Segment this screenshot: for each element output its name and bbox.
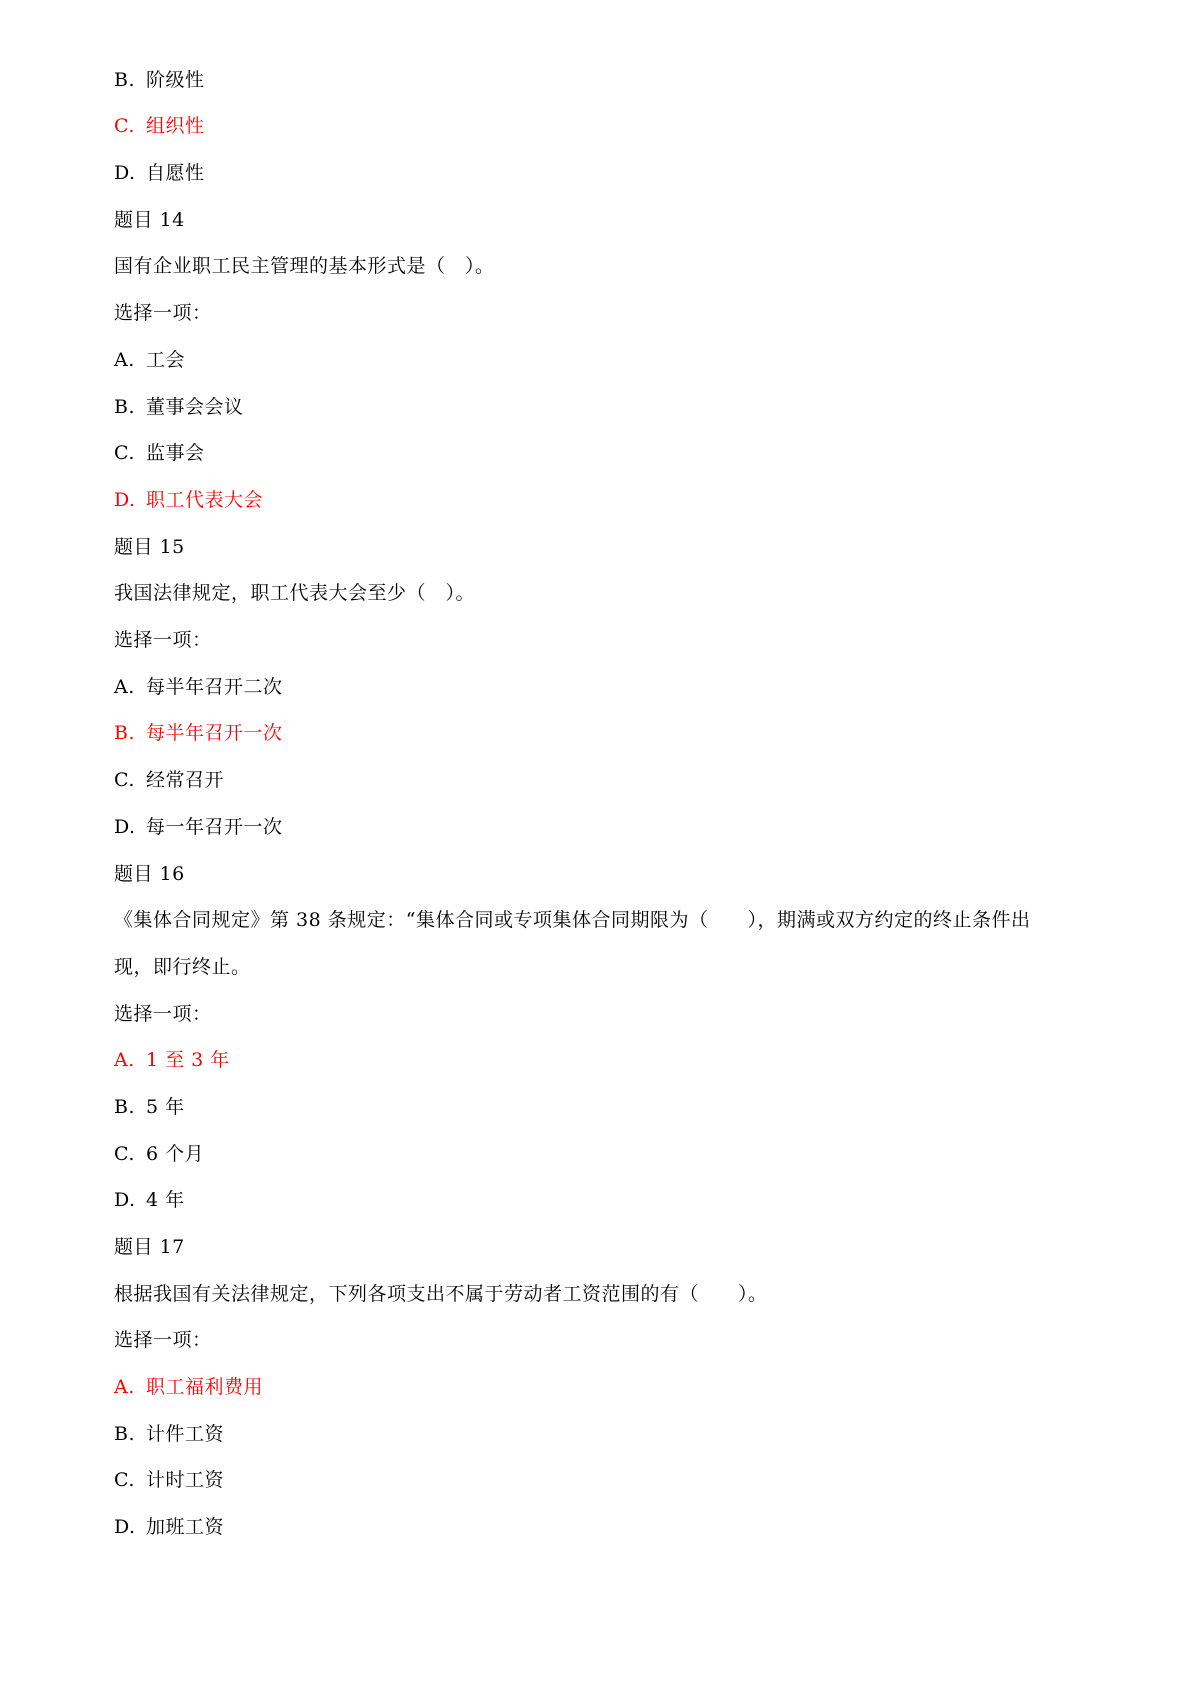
- q17-option-d: [114, 1515, 224, 1539]
- option-text: 经常召开: [146, 769, 225, 791]
- option-letter: C.: [114, 769, 135, 791]
- option-text: 6 个月: [146, 1143, 205, 1165]
- option-text: 每一年召开一次: [146, 816, 283, 838]
- q16-prompt: 选择一项：: [114, 1003, 212, 1025]
- q17-option-a-answer: [114, 1375, 263, 1399]
- option-letter: D.: [114, 816, 136, 838]
- option-text: 组织性: [146, 115, 205, 137]
- q16-option-d: [114, 1188, 185, 1212]
- q15-label: 题目 15: [114, 536, 185, 558]
- option-letter: C.: [114, 442, 135, 464]
- option-text: 监事会: [146, 442, 205, 464]
- option-text: 计时工资: [146, 1469, 225, 1491]
- option-letter: B.: [114, 69, 136, 91]
- option-text: 职工福利费用: [146, 1376, 264, 1398]
- q15-prompt: 选择一项：: [114, 629, 212, 651]
- option-text: 工会: [146, 349, 186, 371]
- q15-stem: 我国法律规定，职工代表大会至少（ ）。: [114, 582, 476, 604]
- q17-option-c: [114, 1468, 224, 1492]
- q17-label: 题目 17: [114, 1236, 185, 1258]
- option-text: 计件工资: [146, 1423, 225, 1445]
- q15-option-a: [114, 675, 283, 699]
- q13-option-b: [114, 68, 205, 92]
- option-letter: C.: [114, 1469, 135, 1491]
- option-letter: D.: [114, 1516, 136, 1538]
- option-letter: D.: [114, 489, 136, 511]
- q16-stem-line2: 现，即行终止。: [114, 956, 251, 978]
- q13-option-c-answer: [114, 114, 205, 138]
- q14-label: 题目 14: [114, 209, 185, 231]
- q16-option-a-answer: [114, 1048, 230, 1072]
- option-letter: B.: [114, 1423, 136, 1445]
- q15-option-c: [114, 768, 224, 792]
- q16-option-b: [114, 1095, 185, 1119]
- q15-option-d: [114, 815, 283, 839]
- option-letter: B.: [114, 396, 136, 418]
- q16-stem-line1: 《集体合同规定》第 38 条规定：“集体合同或专项集体合同期限为（ ），期满或双方约定的终止条件出: [114, 909, 1031, 931]
- option-text: 自愿性: [146, 162, 205, 184]
- option-text: 每半年召开二次: [146, 676, 283, 698]
- option-letter: A.: [114, 1049, 135, 1071]
- option-text: 1 至 3 年: [146, 1049, 230, 1071]
- option-text: 职工代表大会: [146, 489, 264, 511]
- option-letter: A.: [114, 1376, 135, 1398]
- q17-stem: 根据我国有关法律规定，下列各项支出不属于劳动者工资范围的有（ ）。: [114, 1283, 768, 1305]
- option-letter: D.: [114, 1189, 136, 1211]
- q17-option-b: [114, 1422, 224, 1446]
- q16-option-c: [114, 1142, 204, 1166]
- option-text: 阶级性: [146, 69, 205, 91]
- option-text: 加班工资: [146, 1516, 225, 1538]
- q14-option-b: [114, 395, 244, 419]
- option-letter: D.: [114, 162, 136, 184]
- option-text: 董事会会议: [146, 396, 244, 418]
- option-letter: B.: [114, 722, 136, 744]
- q14-option-a: [114, 348, 185, 372]
- option-letter: B.: [114, 1096, 136, 1118]
- q15-option-b-answer: [114, 721, 283, 745]
- option-text: 每半年召开一次: [146, 722, 283, 744]
- option-text: 4 年: [146, 1189, 185, 1211]
- q14-prompt: 选择一项：: [114, 302, 212, 324]
- option-letter: C.: [114, 1143, 135, 1165]
- q14-option-c: [114, 441, 205, 465]
- q16-label: 题目 16: [114, 863, 185, 885]
- option-letter: A.: [114, 676, 135, 698]
- option-text: 5 年: [146, 1096, 185, 1118]
- q17-prompt: 选择一项：: [114, 1329, 212, 1351]
- q13-option-d: [114, 161, 205, 185]
- q14-stem: 国有企业职工民主管理的基本形式是（ ）。: [114, 255, 495, 277]
- option-letter: A.: [114, 349, 135, 371]
- q14-option-d-answer: [114, 488, 263, 512]
- option-letter: C.: [114, 115, 135, 137]
